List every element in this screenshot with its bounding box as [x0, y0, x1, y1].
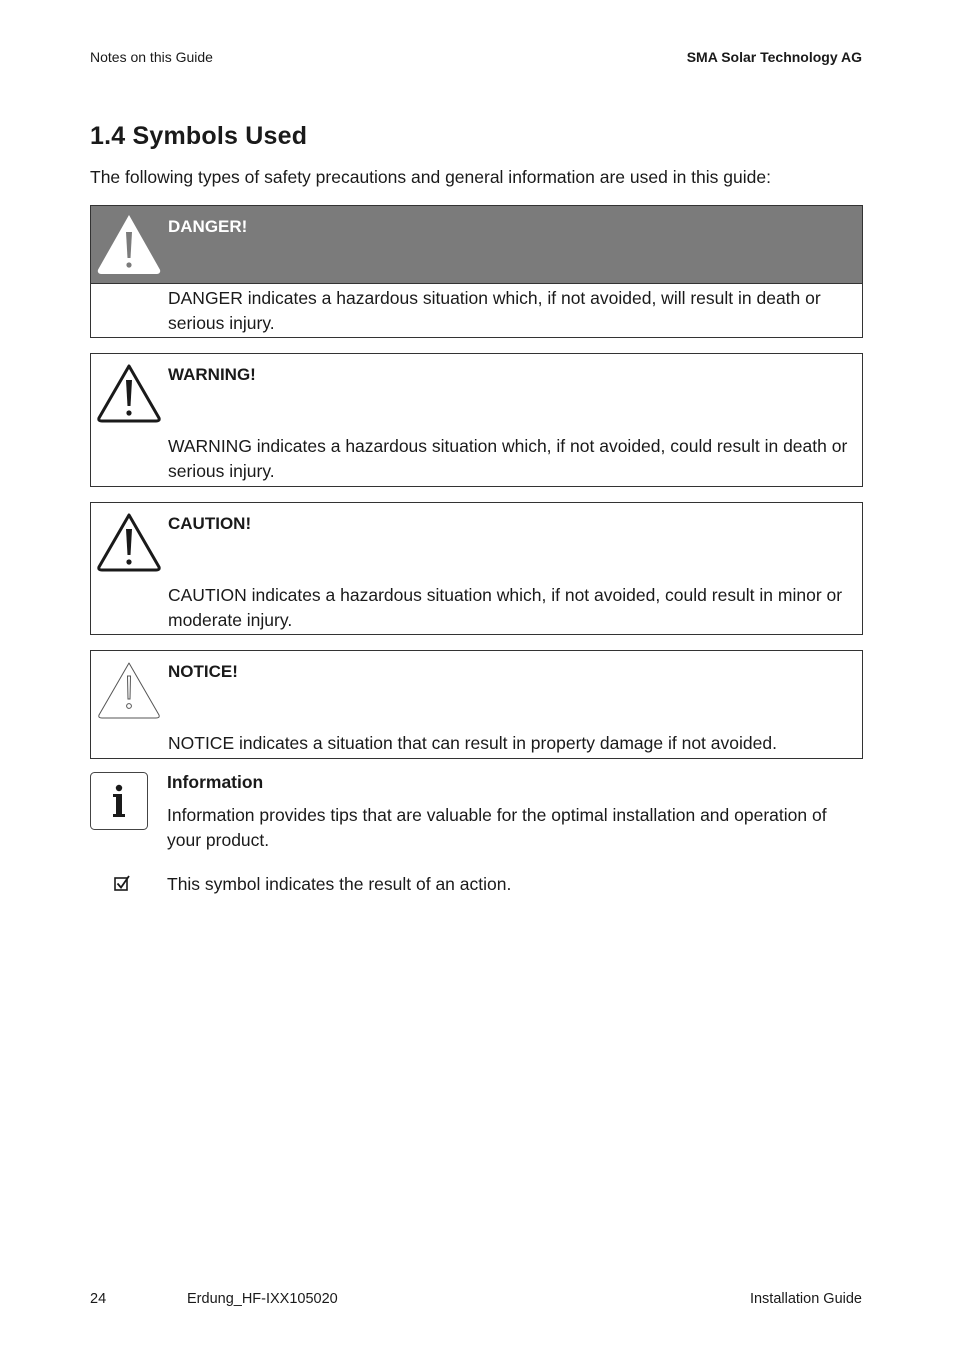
warning-triangle-icon: [95, 360, 163, 424]
result-symbol-text: This symbol indicates the result of an action.: [167, 874, 512, 894]
danger-text: DANGER indicates a hazardous situation which, if not avoided, will result in death or serious injury.: [168, 288, 821, 333]
footer-page-number: 24: [90, 1291, 107, 1307]
warning-notice: [90, 353, 863, 487]
notice-triangle-icon: [95, 657, 163, 721]
footer-doc-id: Erdung_HF-IXX105020: [187, 1291, 338, 1307]
danger-header-band: [91, 206, 862, 284]
notice-title: NOTICE!: [168, 662, 238, 681]
caution-text: CAUTION indicates a hazardous situation which, if not avoided, could result in minor or moderate injury.: [168, 585, 843, 630]
warning-title: WARNING!: [168, 365, 256, 384]
information-text: Information provides tips that are valuable for the optimal installation and operation of your product.: [167, 805, 827, 850]
footer-doc-type: Installation Guide: [749, 1291, 862, 1307]
caution-triangle-icon: [95, 509, 163, 573]
header-company-name: SMA Solar Technology AG: [686, 49, 862, 65]
information-icon: [90, 772, 148, 830]
danger-title: DANGER!: [168, 217, 248, 236]
warning-triangle-icon: [95, 212, 163, 276]
header-section-name: Notes on this Guide: [90, 49, 213, 65]
caution-notice: [90, 502, 863, 635]
danger-notice: [90, 205, 863, 338]
notice-text: NOTICE indicates a situation that can result in property damage if not avoided.: [168, 733, 777, 753]
caution-title: CAUTION!: [168, 514, 252, 533]
information-title: Information: [167, 772, 264, 792]
warning-text: WARNING indicates a hazardous situation which, if not avoided, could result in death or serious injury.: [168, 436, 848, 481]
intro-text: The following types of safety precautions and general information are used in this guide:: [90, 167, 771, 187]
section-title: 1.4 Symbols Used: [90, 122, 308, 150]
notice-notice: [90, 650, 863, 759]
checkbox-checked-icon: [114, 875, 130, 892]
